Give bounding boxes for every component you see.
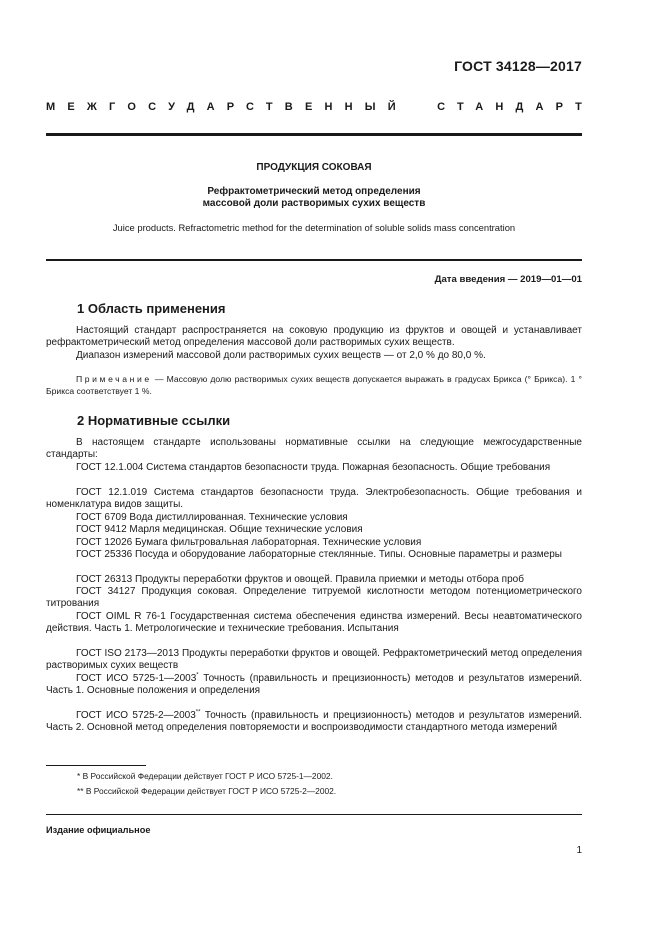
reference-item: ГОСТ 34127 Продукция соковая. Определение титруемой кислотности методом потенциометрического титрования — [46, 586, 582, 610]
footer-rule — [46, 814, 582, 815]
method-title — [46, 186, 582, 210]
reference-item-iso-5725-2 — [46, 710, 582, 735]
document-code: ГОСТ 34128—2017 — [454, 58, 582, 74]
section-1-paragraph-1: Настоящий стандарт распространяется на соковую продукцию из фруктов и овощей и устанавливает рефрактометрический метод определения массовой доли растворимых сухих веществ. — [46, 325, 582, 349]
reference-item: ГОСТ 26313 Продукты переработки фруктов и овощей. Правила приемки и методы отбора проб — [76, 574, 524, 585]
reference-item: ГОСТ 6709 Вода дистиллированная. Технические условия — [76, 512, 348, 523]
method-title-line-1: Рефрактометрический метод определения — [207, 186, 421, 197]
footnote-marker: ** — [195, 709, 201, 716]
reference-item: ГОСТ 9412 Марля медицинская. Общие технические условия — [76, 524, 363, 535]
note-text: — Массовую долю растворимых сухих веществ допускается выражать в градусах Брикса (° Брикса). 1 ° Брикса соответствует 1 %. — [46, 374, 582, 396]
introduction-date: Дата введения — 2019—01—01 — [434, 274, 582, 285]
reference-item: ГОСТ OIML R 76-1 Государственная система обеспечения единства измерений. Весы неавтоматического действия. Часть 1. Метрологические и технические требования. Испытания — [46, 611, 582, 635]
section-1-paragraph-2: Диапазон измерений массовой доли растворимых сухих веществ — от 2,0 % до 80,0 %. — [76, 350, 486, 361]
reference-item-iso-5725-1 — [46, 673, 582, 698]
footnote-separator — [46, 765, 146, 766]
footnote-marker: * — [196, 672, 199, 679]
product-title: ПРОДУКЦИЯ СОКОВАЯ — [256, 162, 372, 173]
method-title-line-2: массовой доли растворимых сухих веществ — [202, 198, 426, 209]
official-edition-label: Издание официальное — [46, 825, 151, 835]
standard-word-standard: СТАНДАРТ — [437, 101, 594, 113]
section-1-note — [46, 373, 582, 397]
section-2-intro: В настоящем стандарте использованы нормативные ссылки на следующие межгосударственные стандарты: — [46, 437, 582, 461]
standard-banner — [46, 101, 594, 113]
footnote-1: * В Российской Федерации действует ГОСТ Р ИСО 5725-1—2002. — [77, 771, 333, 781]
footnote-2: ** В Российской Федерации действует ГОСТ Р ИСО 5725-2—2002. — [77, 786, 337, 796]
page-number: 1 — [576, 845, 582, 856]
note-label: Примечание — [76, 374, 152, 384]
standard-word-interstate: МЕЖГОСУДАРСТВЕННЫЙ — [46, 101, 408, 113]
section-2-heading: 2 Нормативные ссылки — [77, 413, 231, 428]
reference-item: ГОСТ 12.1.019 Система стандартов безопасности труда. Электробезопасность. Общие требования и номенклатура видов защиты. — [46, 487, 582, 511]
reference-item: ГОСТ 12026 Бумага фильтровальная лабораторная. Технические условия — [76, 537, 422, 548]
section-1-heading: 1 Область применения — [77, 301, 226, 316]
reference-title: Точность (правильность и прецизионность) методов и результатов измерений. Часть 2. Основной метод определения повторяемости и воспроизводимости стандартного метода измерений — [46, 710, 583, 734]
header-rule — [46, 133, 582, 136]
english-title: Juice products. Refractometric method for the determination of soluble solids mass concentration — [112, 222, 516, 233]
reference-item: ГОСТ ISO 2173—2013 Продукты переработки фруктов и овощей. Рефрактометрический метод определения растворимых сухих веществ — [46, 648, 582, 672]
reference-item: ГОСТ 12.1.004 Система стандартов безопасности труда. Пожарная безопасность. Общие требования — [76, 462, 551, 473]
reference-item: ГОСТ 25336 Посуда и оборудование лабораторные стеклянные. Типы. Основные параметры и размеры — [76, 549, 562, 560]
reference-code: ГОСТ ИСО 5725-2—2003 — [76, 710, 196, 721]
reference-code: ГОСТ ИСО 5725-1—2003 — [76, 673, 197, 684]
reference-title: Точность (правильность и прецизионность) методов и результатов измерений. Часть 1. Основные положения и определения — [46, 673, 583, 697]
title-rule — [46, 259, 582, 261]
